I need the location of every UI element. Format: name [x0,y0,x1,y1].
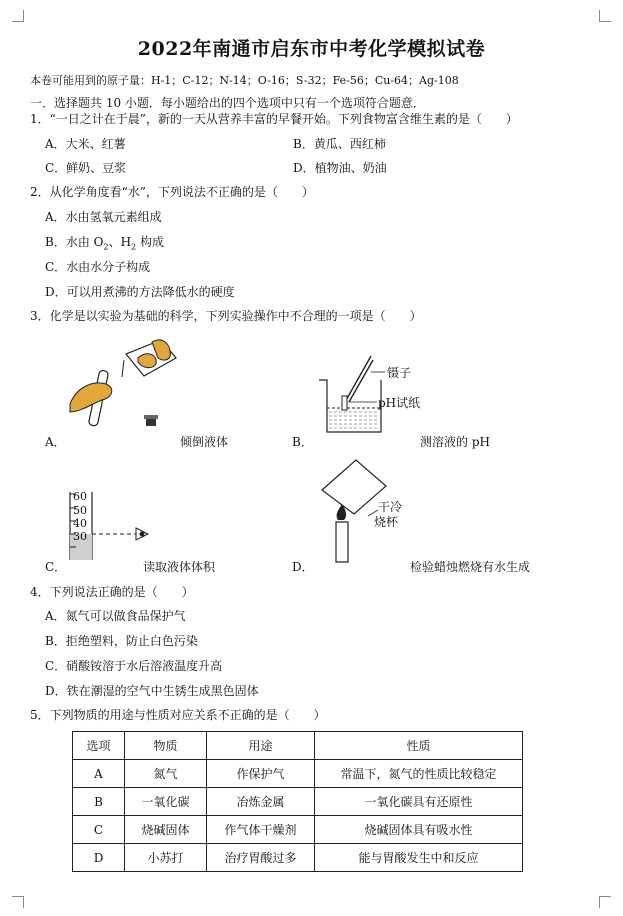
cold-beaker-label-1: 干冷 [378,500,403,514]
q5-table [72,731,523,872]
q3-option-c-letter: C． [45,560,67,574]
ph-paper-label: pH试纸 [378,396,421,410]
table-cell: B [73,788,125,816]
q2-option-a: A．水由氢氧元素组成 [45,210,162,224]
q4-option-d: D．铁在潮湿的空气中生锈生成黑色固体 [45,684,259,698]
table-row [73,816,523,844]
q4-option-b: B．拒绝塑料，防止白色污染 [45,634,198,648]
table-cell: 常温下，氮气的性质比较稳定 [315,760,523,788]
q3-option-d-letter: D． [292,560,314,574]
page-title: 2022年南通市启东市中考化学模拟试卷 [137,38,486,60]
table-cell: D [73,844,125,872]
q3-option-c-caption: 读取液体体积 [143,560,216,574]
q1-option-b: B．黄瓜、西红柿 [293,137,386,151]
table-header: 物质 [125,732,207,760]
table-header: 性质 [315,732,523,760]
crop-mark-bottom-left [12,896,24,908]
cylinder-tick-30: 30 [73,530,87,543]
cylinder-tick-40: 40 [73,517,87,530]
q3-option-b-letter: B． [292,435,313,449]
cylinder-tick-50: 50 [73,504,87,517]
q2-option-b: B．水由 $O_2$、$H_2$ 构成 [45,235,164,252]
q1-option-c: C．鲜奶、豆浆 [45,161,127,175]
table-cell: 作气体干燥剂 [207,816,315,844]
table-cell: 烧碱固体 [125,816,207,844]
table-cell: C [73,816,125,844]
tweezers-label: 镊子 [387,366,412,380]
q3-option-a-letter: A． [45,435,66,449]
section-heading: 一．选择题共 10 小题．每小题给出的四个选项中只有一个选项符合题意． [30,96,425,110]
q3-stem: 3．化学是以实验为基础的科学，下列实验操作中不合理的一项是（ ） [30,309,422,323]
table-cell: 冶炼金属 [207,788,315,816]
table-cell: 治疗胃酸过多 [207,844,315,872]
ph-test-illustration [315,352,395,437]
table-header: 用途 [207,732,315,760]
pouring-liquid-illustration [66,332,196,432]
q4-option-a: A．氮气可以做食品保护气 [45,609,186,623]
q3-option-d-caption: 检验蜡烛燃烧有水生成 [410,560,531,574]
q4-stem: 4．下列说法正确的是（ ） [30,585,194,599]
q5-stem: 5．下列物质的用途与性质对应关系不正确的是（ ） [30,708,326,722]
table-row [73,788,523,816]
table-cell: A [73,760,125,788]
table-header: 选项 [73,732,125,760]
atomic-masses: 本卷可能用到的原子量：H-1；C-12；N-14；O-16；S-32；Fe-56；Cu-64；Ag-108 [30,74,459,87]
table-cell: 小苏打 [125,844,207,872]
table-cell: 能与胃酸发生中和反应 [315,844,523,872]
q4-option-c: C．硝酸铵溶于水后溶液温度升高 [45,659,223,673]
q3-option-b-caption: 测溶液的 pH [420,435,490,449]
cylinder-tick-60: 60 [73,490,87,503]
crop-mark-bottom-right [599,896,611,908]
q2-option-d: D．可以用煮沸的方法降低水的硬度 [45,285,235,299]
q2-option-c: C．水由水分子构成 [45,260,151,274]
q1-option-d: D．植物油、奶油 [293,161,387,175]
q1-stem: 1．“一日之计在于晨”，新的一天从营养丰富的早餐开始。下列食物富含维生素的是（ ） [30,112,518,126]
table-cell: 作保护气 [207,760,315,788]
crop-mark-top-right [599,10,611,22]
cold-beaker-label-2: 烧杯 [374,515,399,529]
q2-stem: 2．从化学角度看“水”，下列说法不正确的是（ ） [30,185,314,199]
q3-option-a-caption: 倾倒液体 [180,435,229,449]
table-row [73,844,523,872]
table-cell: 烧碱固体具有吸水性 [315,816,523,844]
table-header-row [73,732,523,760]
table-cell: 一氧化碳 [125,788,207,816]
crop-mark-top-left [12,10,24,22]
table-cell: 一氧化碳具有还原性 [315,788,523,816]
table-row [73,760,523,788]
table-cell: 氮气 [125,760,207,788]
q1-option-a: A．大米、红薯 [45,137,126,151]
